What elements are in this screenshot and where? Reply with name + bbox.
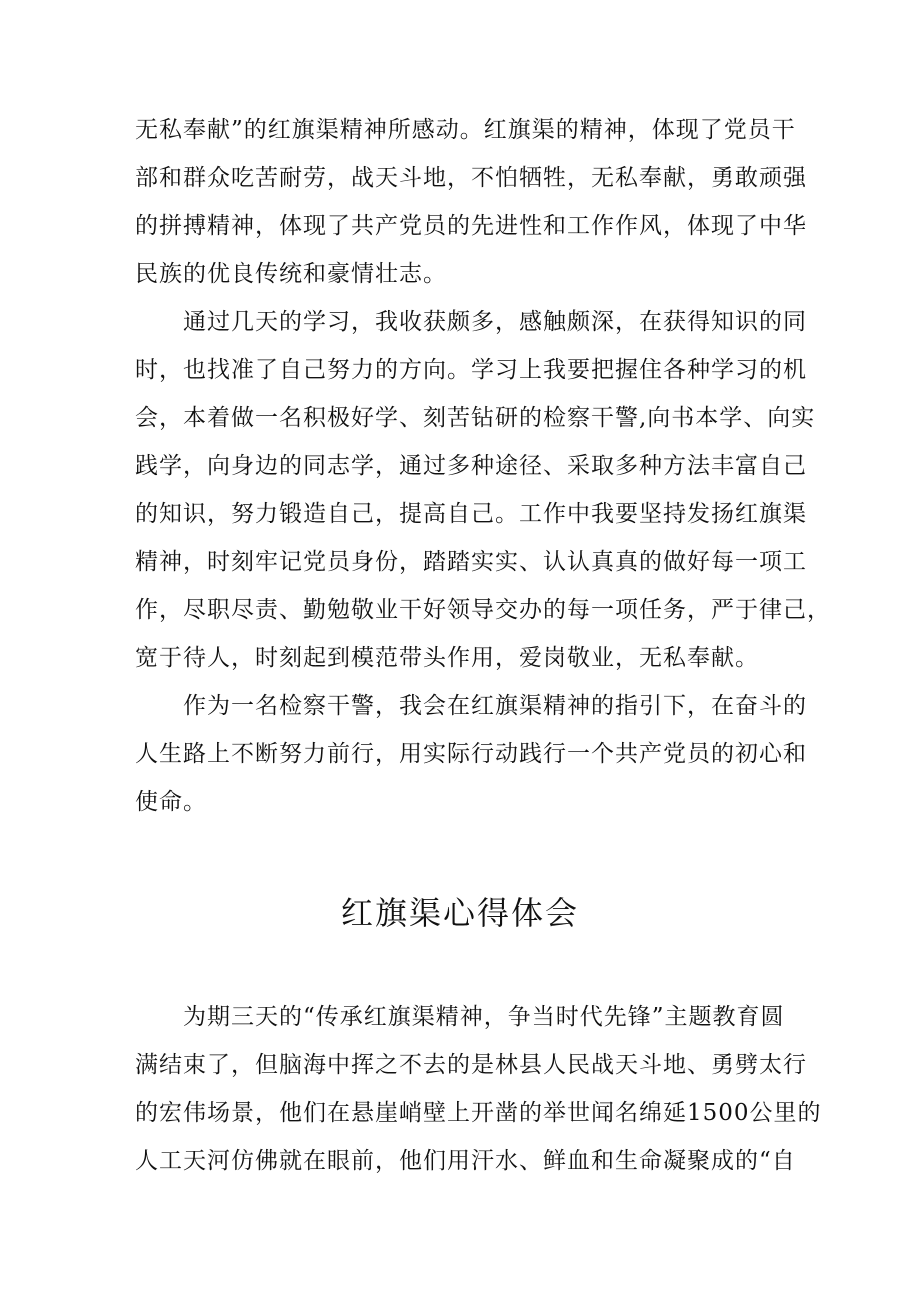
- text-line: 人工天河仿佛就在眼前，他们用汗水、鲜血和生命凝聚成的“自: [135, 1148, 796, 1174]
- text-line: 精神，时刻牢记党员身份，踏踏实实、认认真真的做好每一项工: [135, 549, 807, 575]
- text-line: 民族的优良传统和豪情壮志。: [135, 261, 447, 287]
- text-line: 时，也找准了自己努力的方向。学习上我要把握住各种学习的机: [135, 357, 807, 383]
- text-line: 践学，向身边的同志学，通过多种途径、采取多种方法丰富自己: [135, 453, 807, 479]
- text-line: 部和群众吃苦耐劳，战天斗地，不怕牺牲，无私奉献，勇敢顽强: [135, 165, 807, 191]
- text-line: 满结束了，但脑海中挥之不去的是林县人民战天斗地、勇劈太行: [135, 1052, 807, 1078]
- text-line: 的拼搏精神，体现了共产党员的先进性和工作作风，体现了中华: [135, 213, 807, 239]
- text-line: 通过几天的学习，我收获颇多，感触颇深，在获得知识的同: [183, 309, 807, 335]
- section-title: 红旗渠心得体会: [340, 894, 579, 932]
- text-line: 人生路上不断努力前行，用实际行动践行一个共产党员的初心和: [135, 741, 807, 767]
- text-line: 会，本着做一名积极好学、刻苦钻研的检察干警,向书本学、向实: [135, 405, 816, 431]
- text-line: 的宏伟场景，他们在悬崖峭壁上开凿的举世闻名绵延1500公里的: [135, 1100, 822, 1126]
- text-line: 作为一名检察干警，我会在红旗渠精神的指引下，在奋斗的: [183, 693, 807, 719]
- text-line: 无私奉献”的红旗渠精神所感动。红旗渠的精神，体现了党员干: [135, 117, 796, 143]
- text-line: 使命。: [135, 789, 207, 815]
- text-line: 的知识，努力锻造自己，提高自己。工作中我要坚持发扬红旗渠: [135, 501, 807, 527]
- text-line: 宽于待人，时刻起到模范带头作用，爱岗敬业，无私奉献。: [135, 645, 759, 671]
- text-line: 作，尽职尽责、勤勉敬业干好领导交办的每一项任务，严于律己，: [135, 597, 831, 623]
- text-line: 为期三天的“传承红旗渠精神，争当时代先锋”主题教育圆: [183, 1004, 785, 1030]
